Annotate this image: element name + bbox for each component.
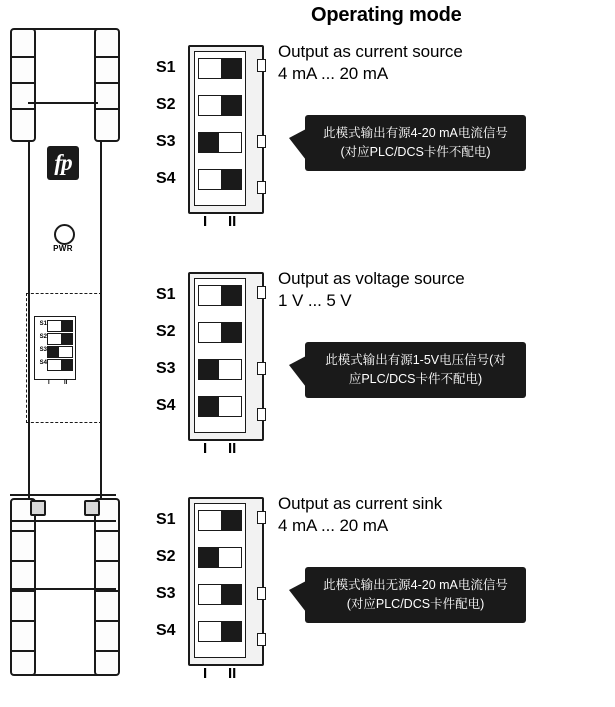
dip-foot-i-2: I (203, 440, 208, 457)
switch-track-s2-2[interactable] (198, 322, 242, 343)
switch-track-s4-1[interactable] (198, 169, 242, 190)
switch-label-s4-2: S4 (156, 397, 176, 414)
switch-track-s1-3[interactable] (198, 510, 242, 531)
device-dip-switch-block (34, 316, 76, 380)
housing-divider-mid (10, 494, 116, 496)
mode-callout-1: 此模式输出有源4-20 mA电流信号(对应PLC/DCS卡件不配电) (305, 115, 526, 171)
switch-label-s3-3: S3 (156, 585, 176, 602)
mode-title-2: Output as voltage source (278, 269, 465, 288)
dip-tab-mid-1 (257, 135, 266, 148)
housing-divider-mid2 (10, 520, 116, 522)
mode-description-1 (278, 41, 528, 85)
switch-label-s2-2: S2 (156, 323, 176, 340)
mode-title-1: Output as current source (278, 42, 463, 61)
dip-tab-mid-3 (257, 587, 266, 600)
switch-label-s4-3: S4 (156, 622, 176, 639)
device-dip-row-s2 (47, 333, 73, 345)
mode-title-3: Output as current sink (278, 494, 443, 513)
mode-callout-2: 此模式输出有源1-5V电压信号(对应PLC/DCS卡件不配电) (305, 342, 526, 398)
mode-range-3: 4 mA ... 20 mA (278, 515, 389, 535)
dip-foot-ii-2: II (228, 440, 237, 457)
device-dip-label-s3: S3 (39, 347, 47, 353)
switch-track-s1-1[interactable] (198, 58, 242, 79)
dip-switch-diagram-3 (156, 497, 260, 682)
switch-track-s1-2[interactable] (198, 285, 242, 306)
dip-foot-i-1: I (203, 213, 208, 230)
switch-track-s3-1[interactable] (198, 132, 242, 153)
housing-divider-top (28, 102, 98, 104)
switch-label-s1-1: S1 (156, 59, 176, 76)
switch-label-s2-1: S2 (156, 96, 176, 113)
switch-label-s3-2: S3 (156, 360, 176, 377)
brand-logo: fp (47, 146, 79, 180)
switch-track-s4-2[interactable] (198, 396, 242, 417)
mode-range-2: 1 V ... 5 V (278, 290, 352, 310)
page-title: Operating mode (311, 4, 462, 26)
switch-track-s4-3[interactable] (198, 621, 242, 642)
device-dip-label-s1: S1 (39, 321, 47, 327)
switch-label-s3-1: S3 (156, 133, 176, 150)
dip-tab-bottom-2 (257, 408, 266, 421)
dip-tab-top-1 (257, 59, 266, 72)
device-illustration (10, 28, 128, 676)
dip-foot-i-3: I (203, 665, 208, 682)
terminal-block-top-right (94, 28, 120, 142)
switch-track-s3-3[interactable] (198, 584, 242, 605)
mode-range-1: 4 mA ... 20 mA (278, 63, 389, 83)
mode-description-2 (278, 268, 528, 312)
dip-switch-diagram-2 (156, 272, 260, 457)
device-dip-row-s4 (47, 359, 73, 371)
device-dip-label-s2: S2 (39, 334, 47, 340)
device-dip-row-s3 (47, 346, 73, 358)
dip-foot-ii-1: II (228, 213, 237, 230)
device-dip-row-s1 (47, 320, 73, 332)
switch-track-s3-2[interactable] (198, 359, 242, 380)
dip-tab-top-3 (257, 511, 266, 524)
dip-foot-ii-3: II (228, 665, 237, 682)
switch-label-s1-3: S1 (156, 511, 176, 528)
screw-right-icon (84, 500, 100, 516)
power-led-label: PWR (53, 244, 73, 253)
dip-switch-diagram-1 (156, 45, 260, 230)
dip-tab-bottom-1 (257, 181, 266, 194)
dip-tab-bottom-3 (257, 633, 266, 646)
housing-divider-low (10, 588, 116, 590)
switch-track-s2-3[interactable] (198, 547, 242, 568)
device-dip-foot-i: I (48, 380, 50, 386)
terminal-block-bottom-left (10, 498, 36, 676)
screw-left-icon (30, 500, 46, 516)
dip-tab-top-2 (257, 286, 266, 299)
dip-tab-mid-2 (257, 362, 266, 375)
switch-label-s1-2: S1 (156, 286, 176, 303)
terminal-block-bottom-right (94, 498, 120, 676)
switch-track-s2-1[interactable] (198, 95, 242, 116)
mode-description-3 (278, 493, 528, 537)
switch-label-s4-1: S4 (156, 170, 176, 187)
mode-callout-3: 此模式输出无源4-20 mA电流信号(对应PLC/DCS卡件配电) (305, 567, 526, 623)
terminal-block-top-left (10, 28, 36, 142)
switch-label-s2-3: S2 (156, 548, 176, 565)
device-dip-label-s4: S4 (39, 360, 47, 366)
device-dip-foot-ii: II (64, 380, 68, 386)
power-led-icon (54, 224, 75, 245)
